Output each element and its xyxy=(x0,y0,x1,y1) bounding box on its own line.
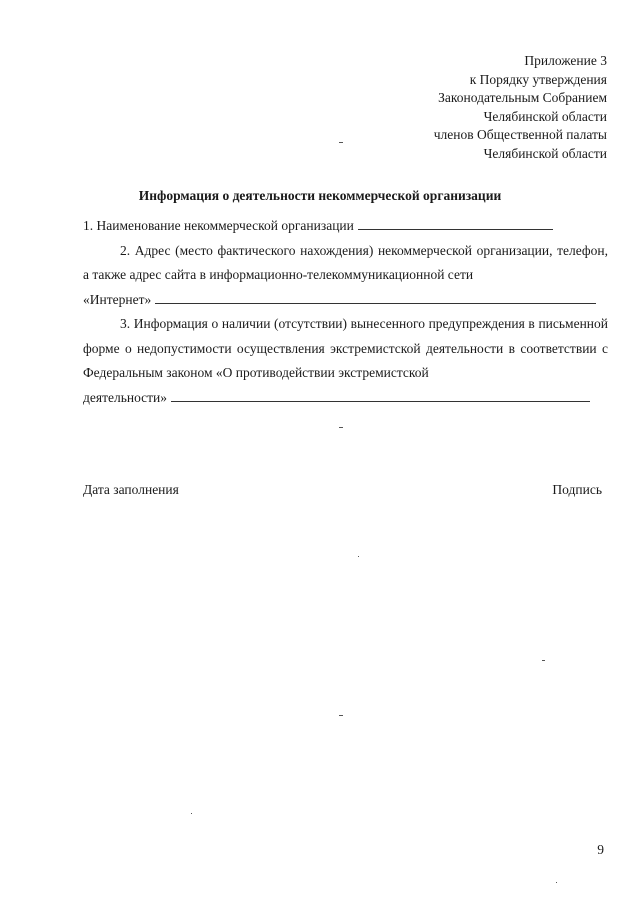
item-warning-info xyxy=(83,312,608,386)
scan-speck xyxy=(339,142,343,143)
warning-info-blank-line xyxy=(171,389,590,402)
appendix-line: Законодательным Собранием xyxy=(438,90,607,105)
scan-speck xyxy=(339,715,343,716)
item-address-internet-label: «Интернет» xyxy=(83,291,152,307)
item-address-internet-row xyxy=(83,288,608,313)
page-number: 9 xyxy=(597,842,604,857)
item-address-text: 2. Адрес (место фактического нахождения) некоммерческой организации, телефон, а также адрес сайта в информационно-телекоммуникационной сети xyxy=(83,242,608,282)
scan-speck xyxy=(358,556,359,557)
item-organization-name-label: 1. Наименование некоммерческой организации xyxy=(83,218,354,233)
scan-speck xyxy=(556,882,557,883)
appendix-line: Челябинской области xyxy=(483,108,607,124)
form-body xyxy=(83,214,608,410)
scan-speck xyxy=(339,427,343,428)
appendix-header xyxy=(434,52,607,163)
appendix-line: Челябинской области xyxy=(483,145,607,161)
appendix-line: к Порядку утверждения xyxy=(469,71,607,87)
item-organization-name xyxy=(83,214,608,239)
appendix-line: членов Общественной палаты xyxy=(433,127,607,142)
scan-speck xyxy=(542,660,545,661)
item-warning-info-end-label: деятельности» xyxy=(83,389,168,405)
date-label: Дата заполнения xyxy=(83,482,179,497)
scan-speck xyxy=(191,813,192,814)
item-address xyxy=(83,239,608,288)
item-warning-info-text: 3. Информация о наличии (отсутствии) вынесенного предупреждения в письменной форме о недопустимости осуществления экстремистской деятельности в соответствии с Федеральным законом «О противодействии экстремистской xyxy=(83,316,608,380)
signature-label: Подпись xyxy=(552,482,602,497)
address-blank-line xyxy=(155,291,596,304)
document-title: Информация о деятельности некоммерческой организации xyxy=(138,188,502,203)
appendix-line: Приложение 3 xyxy=(524,53,607,68)
organization-name-blank-line xyxy=(358,217,553,230)
item-warning-info-end-row xyxy=(83,386,608,411)
